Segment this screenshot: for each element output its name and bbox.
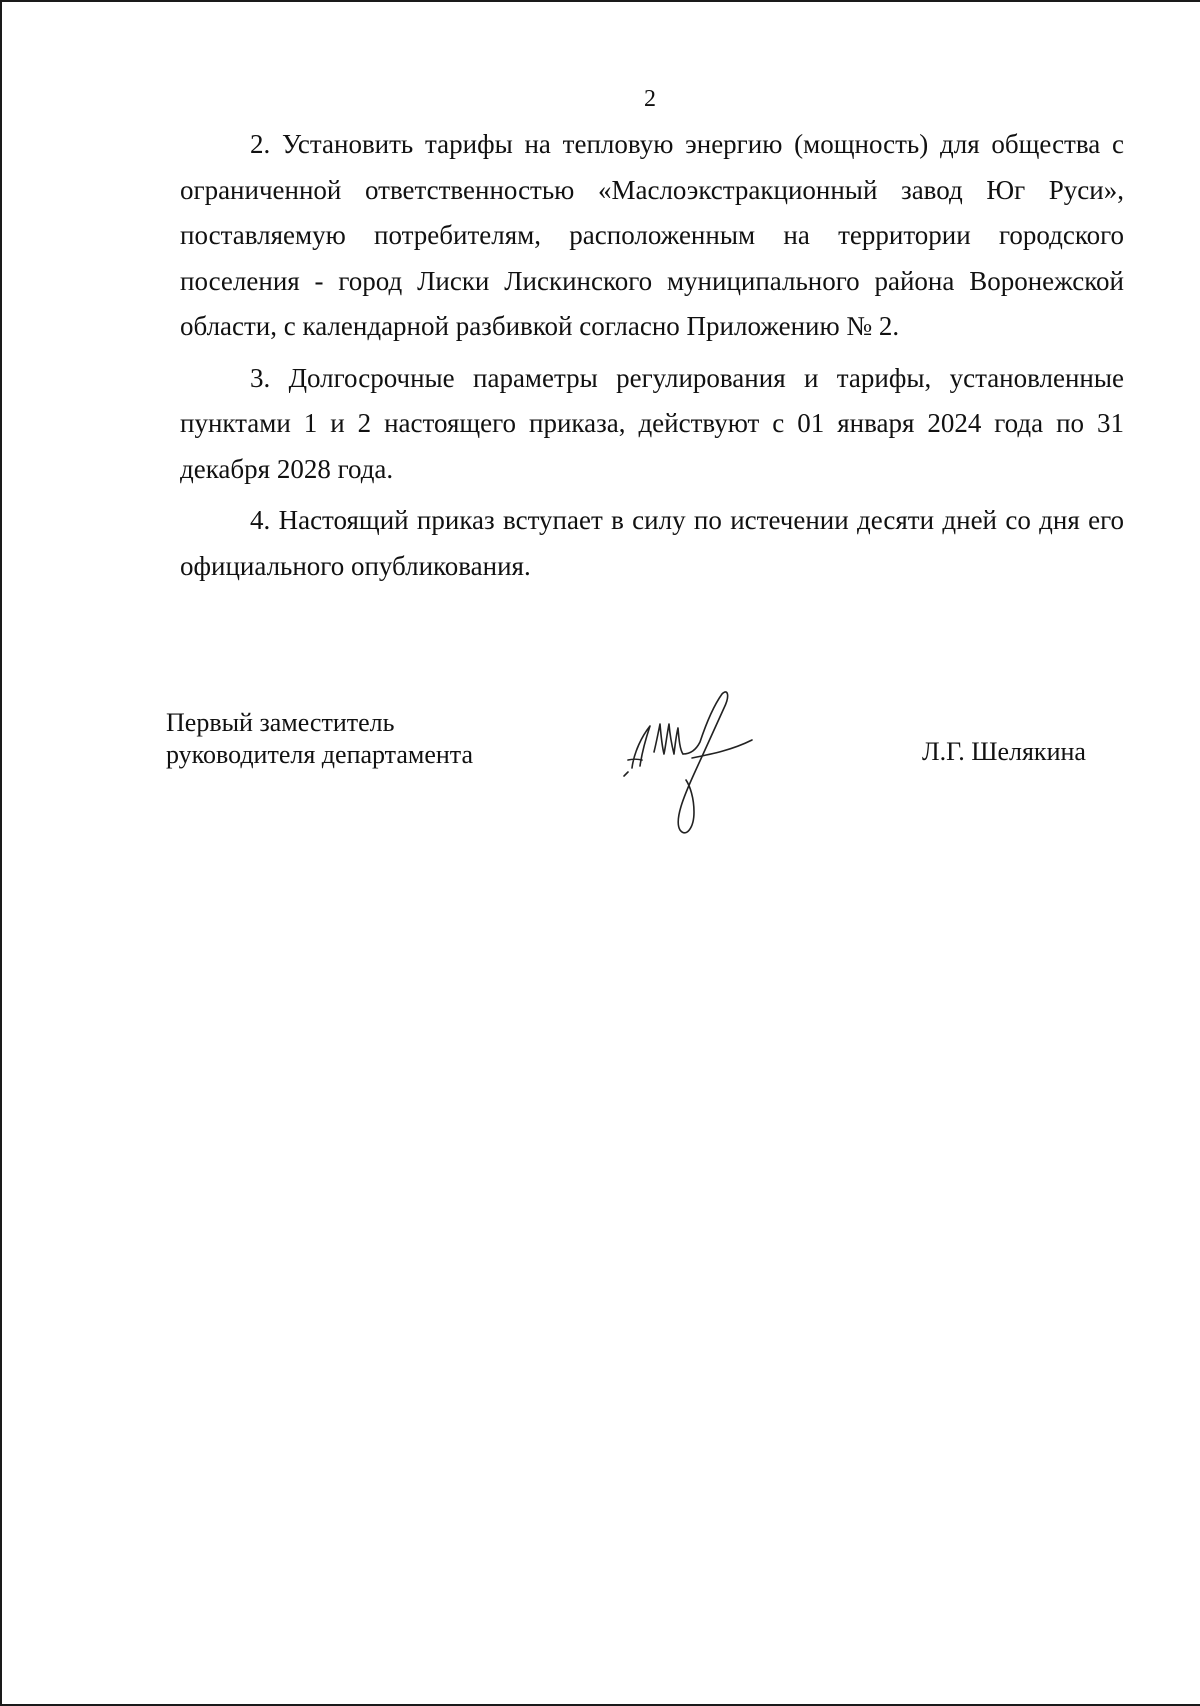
paragraph-2: 2. Установить тарифы на тепловую энергию (мощность) для общества с ограниченной ответственностью «Маслоэкстракционный завод Юг Руси», поставляемую потребителям, расположенным на территории городского поселения - город Лиски Лискинского муниципального района Воронежской области, с календарной разбивкой согласно Приложению № 2. [180, 129, 1124, 341]
signatory-title-line-1: Первый заместитель [166, 708, 395, 737]
paragraph-3: 3. Долгосрочные параметры регулирования и тарифы, установленные пунктами 1 и 2 настоящего приказа, действуют с 01 января 2024 года по 31 декабря 2028 года. [180, 362, 1124, 484]
signatory-title [166, 707, 473, 771]
document-body [180, 122, 1124, 595]
scan-edge-top [0, 0, 1200, 2]
handwritten-signature [620, 680, 770, 840]
signatory-name: Л.Г. Шелякина [922, 737, 1086, 766]
page-number: 2 [644, 86, 656, 112]
paragraph-4: 4. Настоящий приказ вступает в силу по истечении десяти дней со дня его официального опубликования. [180, 505, 1124, 581]
signatory-title-line-2: руководителя департамента [166, 740, 474, 769]
scan-edge-left [0, 0, 2, 1706]
